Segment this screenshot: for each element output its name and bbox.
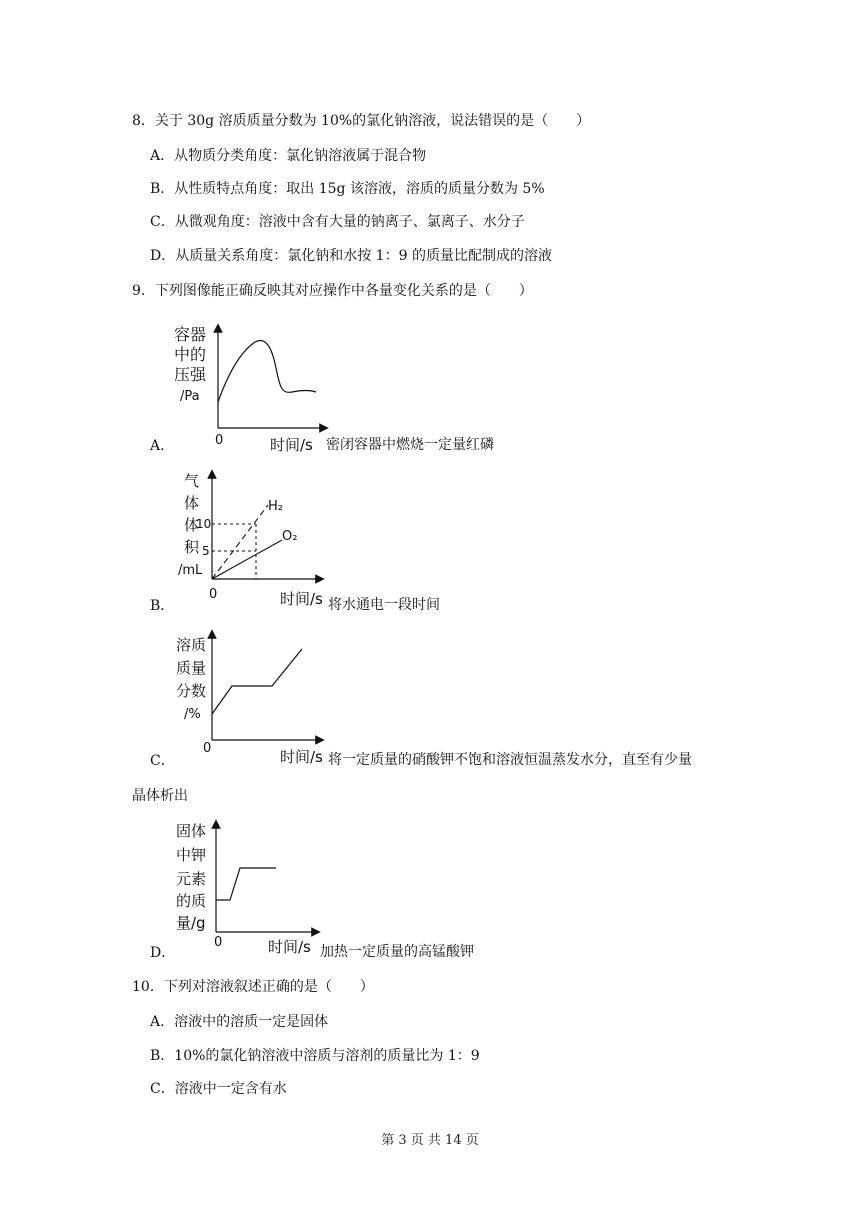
graph-d-letter: D． — [150, 945, 176, 961]
page-footer: 第 3 页 共 14 页 — [381, 1133, 479, 1148]
question-10-stem: 10．下列对溶液叙述正确的是（ ） — [132, 979, 374, 995]
graph-b-ylabel-4: 积 — [184, 538, 200, 556]
graph-a-origin: 0 — [215, 433, 224, 448]
graph-c-ylabel-1: 溶质 — [176, 636, 207, 654]
graph-b-origin: 0 — [209, 587, 218, 602]
graph-c-caption: 将一定质量的硝酸钾不饱和溶液恒温蒸发水分，直至有少量 — [328, 752, 692, 768]
graph-b-ylabel-2: 体 — [184, 494, 200, 512]
graph-c-letter: C． — [150, 753, 175, 769]
question-8-option-c: C．从微观角度：溶液中含有大量的钠离子、氯离子、水分子 — [150, 214, 525, 230]
graph-c-ylabel-4: /% — [184, 707, 201, 722]
graph-a-curve — [218, 340, 316, 402]
graph-c-ylabel-3: 分数 — [176, 682, 207, 700]
graph-a-caption: 密闭容器中燃烧一定量红磷 — [326, 437, 494, 453]
graph-b-caption: 将水通电一段时间 — [328, 597, 440, 613]
graph-a-ylabel-3: 压强 — [174, 365, 207, 384]
graph-c-origin: 0 — [203, 741, 212, 756]
question-8-option-a: A．从物质分类角度：氯化钠溶液属于混合物 — [150, 148, 427, 164]
question-8-option-d: D．从质量关系角度：氯化钠和水按 1：9 的质量比配制成的溶液 — [150, 248, 552, 264]
question-10-option-b: B．10%的氯化钠溶液中溶质与溶剂的质量比为 1：9 — [150, 1048, 480, 1064]
graph-d-ylabel-4: 的质 — [176, 892, 207, 910]
graph-d-potassium-mass — [170, 818, 330, 960]
graph-c-xlabel: 时间/s — [280, 748, 323, 766]
graph-c-ylabel-2: 质量 — [176, 659, 207, 677]
graph-a-ylabel-2: 中的 — [174, 345, 207, 364]
graph-b-xlabel: 时间/s — [280, 590, 323, 608]
graph-b-tick-5: 5 — [202, 544, 210, 558]
graph-b-tick-10: 10 — [196, 517, 212, 531]
graph-d-origin: 0 — [214, 935, 223, 950]
question-8-stem: 8．关于 30g 溶质质量分数为 10%的氯化钠溶液，说法错误的是（ ） — [132, 113, 591, 129]
graph-d-ylabel-5: 量/g — [176, 914, 206, 932]
graph-b-ylabel-1: 气 — [184, 472, 200, 490]
graph-d-ylabel-1: 固体 — [176, 822, 207, 840]
graph-b-h2-label: H₂ — [268, 499, 283, 514]
question-9-stem: 9．下列图像能正确反映其对应操作中各量变化关系的是（ ） — [132, 283, 533, 299]
graph-b-letter: B． — [150, 598, 175, 614]
graph-d-ylabel-3: 元素 — [176, 870, 207, 888]
graph-d-xlabel: 时间/s — [268, 938, 311, 956]
graph-d-curve — [216, 868, 276, 900]
graph-b-o2-label: O₂ — [282, 529, 298, 544]
graph-c-caption-continued: 晶体析出 — [132, 788, 188, 804]
graph-a-ylabel-1: 容器 — [174, 325, 207, 344]
graph-d-ylabel-2: 中钾 — [176, 846, 207, 864]
graph-b-ylabel-5: /mL — [178, 563, 203, 578]
question-10-option-a: A．溶液中的溶质一定是固体 — [150, 1014, 329, 1030]
question-8-option-b: B．从性质特点角度：取出 15g 该溶液，溶质的质量分数为 5% — [150, 181, 545, 197]
graph-b-o2-line — [212, 540, 282, 579]
graph-d-caption: 加热一定质量的高锰酸钾 — [320, 944, 474, 960]
graph-b-ylabel-3: 体 — [184, 516, 200, 534]
graph-b-gas-volume — [170, 468, 330, 614]
graph-a-xlabel: 时间/s — [270, 436, 313, 454]
graph-a-pressure — [170, 322, 330, 454]
graph-c-solute-fraction — [170, 628, 330, 768]
graph-a-letter: A． — [150, 438, 175, 454]
question-10-option-c: C．溶液中一定含有水 — [150, 1081, 287, 1097]
graph-c-curve — [212, 649, 302, 714]
graph-a-ylabel-4: /Pa — [180, 389, 200, 404]
graph-b-h2-line — [212, 505, 268, 579]
